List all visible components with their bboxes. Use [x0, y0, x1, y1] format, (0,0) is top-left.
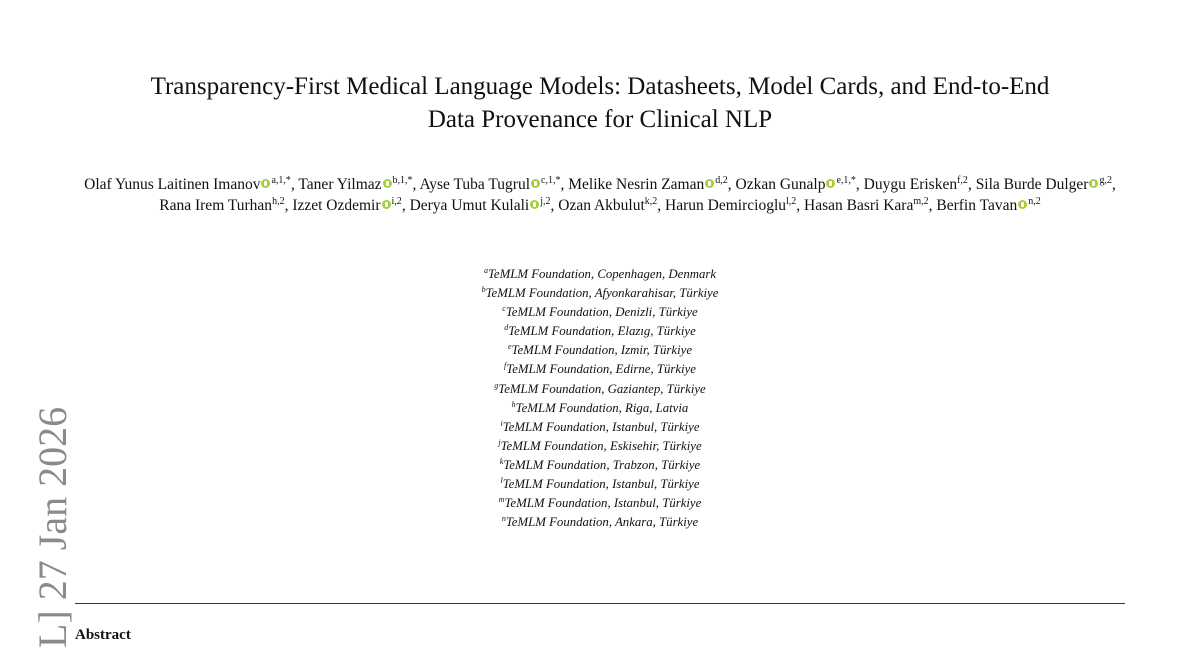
orcid-icon[interactable]: [261, 179, 270, 188]
affiliation-mark: m: [498, 495, 505, 505]
affiliation-line: [300, 303, 900, 322]
author-affiliation-marks: c,1,*: [541, 175, 561, 186]
affiliation-text: TeMLM Foundation, Gaziantep, Türkiye: [498, 381, 706, 396]
author: [419, 176, 568, 193]
author-affiliation-marks: a,1,*: [271, 175, 291, 186]
affiliation-line: [300, 437, 900, 456]
author-separator: ,: [550, 197, 559, 214]
affiliation-mark: n: [501, 514, 506, 524]
orcid-icon[interactable]: [531, 179, 540, 188]
affiliation-line: [300, 380, 900, 399]
affiliation-line: [300, 456, 900, 475]
orcid-icon[interactable]: [826, 179, 835, 188]
paper-title: [60, 70, 1140, 136]
author: [410, 197, 559, 214]
author-affiliation-marks: n,2: [1028, 196, 1041, 207]
author: [665, 197, 804, 214]
author-separator: ,: [560, 176, 569, 193]
affiliation-text: TeMLM Foundation, Copenhagen, Denmark: [487, 267, 717, 281]
author-separator: ,: [284, 197, 293, 214]
author: [736, 176, 864, 193]
author-separator: ,: [727, 176, 736, 193]
affiliation-line: [300, 341, 900, 360]
orcid-icon[interactable]: [383, 179, 392, 188]
affiliation-text: TeMLM Foundation, Trabzon, Türkiye: [503, 457, 701, 472]
author: [976, 176, 1116, 193]
affiliation-line: [300, 513, 900, 532]
affiliation-text: TeMLM Foundation, Eskisehir, Türkiye: [500, 438, 702, 453]
affiliation-line: [300, 494, 900, 513]
affiliation-line: [300, 399, 900, 418]
orcid-icon[interactable]: [1089, 179, 1098, 188]
author-name: Ozan Akbulut: [558, 197, 645, 214]
author-name: Berfin Tavan: [936, 197, 1018, 214]
author-name: Ozkan Gunalp: [735, 176, 826, 193]
author-affiliation-marks: j,2: [540, 196, 551, 207]
author-separator: ,: [401, 197, 410, 214]
author-affiliation-marks: k,2: [644, 196, 658, 207]
author: [298, 176, 419, 193]
affiliation-text: TeMLM Foundation, Ankara, Türkiye: [505, 515, 699, 530]
affiliation-text: TeMLM Foundation, Riga, Latvia: [515, 400, 689, 415]
author-name: Izzet Ozdemir: [292, 197, 381, 214]
affiliation-text: TeMLM Foundation, Izmir, Türkiye: [511, 343, 693, 358]
author-affiliation-marks: e,1,*: [836, 175, 856, 186]
author-affiliation-marks: g,2: [1099, 175, 1112, 186]
abstract-heading: Abstract: [75, 627, 131, 643]
author-separator: ,: [855, 176, 864, 193]
author: [804, 197, 936, 214]
affiliation-mark: a: [483, 266, 488, 275]
affiliation-text: TeMLM Foundation, Istanbul, Türkiye: [502, 477, 700, 492]
author: [568, 176, 735, 193]
divider-rule: [75, 603, 1125, 604]
author-name: Rana Irem Turhan: [159, 197, 273, 214]
affiliation-mark: g: [494, 380, 499, 390]
author-affiliation-marks: d,2: [715, 175, 728, 186]
author: [292, 197, 409, 214]
author-name: Olaf Yunus Laitinen Imanov: [84, 176, 261, 193]
author-name: Ayse Tuba Tugrul: [419, 176, 531, 193]
orcid-icon[interactable]: [1018, 200, 1027, 209]
affiliation-mark: i: [500, 418, 503, 428]
author-name: Duygu Erisken: [863, 176, 958, 193]
author-name: Hasan Basri Kara: [804, 197, 914, 214]
affiliation-line: [300, 322, 900, 341]
affiliation-mark: j: [498, 437, 501, 447]
affiliation-mark: c: [502, 304, 506, 314]
affiliation-mark: b: [481, 285, 486, 295]
affiliation-line: [300, 284, 900, 303]
affiliation-mark: k: [499, 456, 504, 466]
author-affiliation-marks: m,2: [913, 196, 929, 207]
author-name: Derya Umut Kulali: [409, 197, 530, 214]
affiliation-list: [300, 265, 900, 532]
affiliation-text: TeMLM Foundation, Edirne, Türkiye: [506, 362, 696, 377]
orcid-icon[interactable]: [530, 200, 539, 209]
author: [864, 176, 976, 193]
author-name: Melike Nesrin Zaman: [568, 176, 705, 193]
author-separator: ,: [412, 176, 420, 193]
affiliation-mark: e: [507, 342, 512, 352]
author-affiliation-marks: i,2: [391, 196, 402, 207]
author-separator: ,: [796, 197, 805, 214]
author-affiliation-marks: f,2: [957, 175, 968, 186]
arxiv-stamp: L] 27 Jan 2026: [30, 406, 75, 648]
author: [558, 197, 665, 214]
author-name: Taner Yilmaz: [298, 176, 382, 193]
affiliation-text: TeMLM Foundation, Denizli, Türkiye: [505, 305, 698, 320]
author-affiliation-marks: l,2: [786, 196, 797, 207]
affiliation-mark: d: [504, 323, 509, 333]
author-separator: ,: [657, 197, 666, 214]
affiliation-line: [300, 360, 900, 379]
author-separator: ,: [1111, 176, 1116, 193]
orcid-icon[interactable]: [705, 179, 714, 188]
title-line-1: Transparency-First Medical Language Models: Datasheets, Model Cards, and End-to-End: [150, 73, 1050, 100]
affiliation-text: TeMLM Foundation, Istanbul, Türkiye: [504, 496, 702, 511]
orcid-icon[interactable]: [382, 200, 391, 209]
author: [84, 176, 298, 193]
author-affiliation-marks: b,1,*: [392, 175, 413, 186]
affiliation-line: [300, 265, 900, 284]
affiliation-text: TeMLM Foundation, Elazıg, Türkiye: [508, 324, 696, 339]
author-separator: ,: [928, 197, 937, 214]
affiliation-text: TeMLM Foundation, Afyonkarahisar, Türkiye: [485, 286, 719, 301]
author-separator: ,: [290, 176, 299, 193]
affiliation-line: [300, 418, 900, 437]
author-affiliation-marks: h,2: [272, 196, 285, 207]
author-separator: ,: [967, 176, 976, 193]
author: [159, 197, 292, 214]
author-list: [70, 174, 1130, 216]
affiliation-mark: l: [500, 476, 503, 486]
author-name: Sila Burde Dulger: [975, 176, 1089, 193]
affiliation-text: TeMLM Foundation, Istanbul, Türkiye: [502, 419, 700, 434]
title-line-2: Data Provenance for Clinical NLP: [427, 106, 773, 133]
affiliation-mark: h: [511, 399, 516, 409]
affiliation-mark: f: [504, 361, 507, 371]
author-name: Harun Demircioglu: [665, 197, 786, 214]
affiliation-line: [300, 475, 900, 494]
author: [936, 197, 1040, 214]
